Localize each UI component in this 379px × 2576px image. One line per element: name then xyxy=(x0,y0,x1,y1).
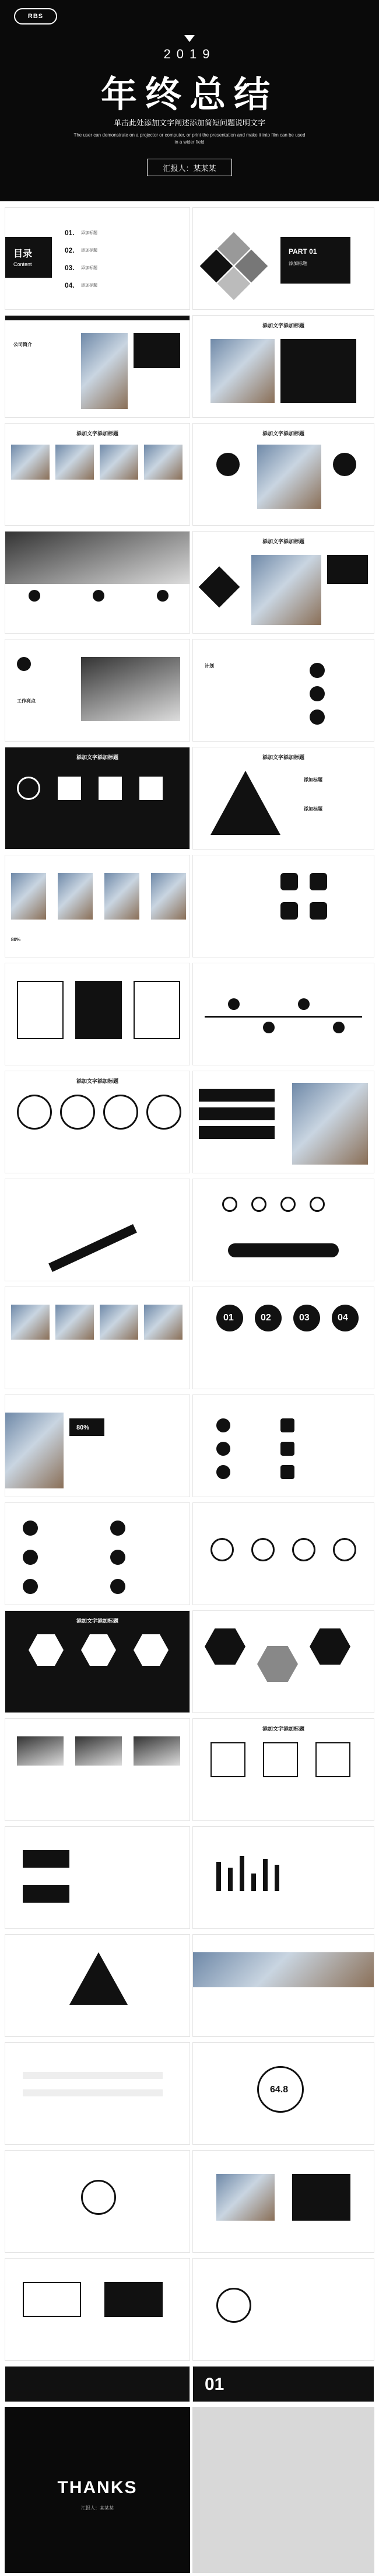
circle-icon xyxy=(110,1579,125,1594)
bar-shape xyxy=(240,1856,244,1891)
list-icon xyxy=(216,1418,230,1432)
dark-card xyxy=(280,339,356,403)
hexagon-shape xyxy=(310,1628,350,1665)
thanks-slide xyxy=(5,2407,190,2573)
ring-icon xyxy=(81,2180,116,2215)
slide-diamonds xyxy=(192,531,374,634)
triangle-marker-icon xyxy=(184,35,195,42)
slide-hands-photo xyxy=(5,531,190,634)
dark-card xyxy=(75,981,122,1039)
building-photo xyxy=(81,333,128,409)
pin-icon xyxy=(333,1022,345,1033)
slide-photo-row xyxy=(5,855,190,957)
grid-icon xyxy=(280,902,298,920)
slide-cards xyxy=(5,963,190,1065)
cover-description: The user can demonstrate on a projector or computer, or print the presentation and make it into film can be used in a wider field xyxy=(73,132,306,145)
slide-photo-grid xyxy=(5,1287,190,1389)
brand-logo: RBS xyxy=(14,8,57,25)
circle-icon xyxy=(110,1550,125,1565)
step-icon xyxy=(280,1197,296,1212)
slide-icon-grid xyxy=(192,855,374,957)
dark-card xyxy=(23,1885,69,1903)
diamond-shape xyxy=(199,567,240,608)
stat-percent: 80% xyxy=(76,1424,90,1431)
teamwork-photo xyxy=(5,532,190,584)
part-block xyxy=(280,237,350,284)
slide-title: 添加文字添加标题 xyxy=(76,1078,118,1084)
toc-block xyxy=(5,237,52,278)
slide-plan xyxy=(192,639,374,742)
company-title: 公司简介 xyxy=(13,342,32,347)
pin-icon xyxy=(263,1022,275,1033)
slide-header-bar xyxy=(5,316,190,320)
slide-icon-list xyxy=(192,1394,374,1497)
building-photo xyxy=(11,873,46,920)
slide-title: 添加文字添加标题 xyxy=(262,323,304,328)
toc-label-3: 添加标题 xyxy=(81,266,97,270)
building-photo xyxy=(55,1305,94,1340)
toc-sub: Content xyxy=(13,261,32,267)
circle-icon xyxy=(23,1521,38,1536)
pie-chart-icon xyxy=(216,453,240,476)
gauge-value: 64.8 xyxy=(270,2085,289,2095)
dot-icon xyxy=(157,590,169,602)
list-icon xyxy=(280,1442,294,1456)
toc-title: 目录 xyxy=(13,249,33,259)
user-icon xyxy=(310,709,325,725)
circle-icon xyxy=(23,1579,38,1594)
dark-card xyxy=(23,1850,69,1868)
building-photo xyxy=(104,873,139,920)
toc-num-1: 01. xyxy=(65,229,75,237)
slide-bar-graphic xyxy=(192,1826,374,1929)
dark-card xyxy=(134,333,180,368)
square-icon xyxy=(139,777,163,800)
square-icon xyxy=(99,777,122,800)
hexagon-photo xyxy=(257,1646,298,1682)
item-title: 添加标题 xyxy=(304,777,322,782)
ring-icon xyxy=(333,1538,356,1561)
dark-card xyxy=(327,555,368,584)
slide-part xyxy=(192,207,374,310)
progress-track xyxy=(23,2072,163,2079)
slide-hex-photos xyxy=(192,1610,374,1713)
slide-photo-pie xyxy=(192,423,374,526)
chat-icon xyxy=(17,657,31,671)
part-sub: 添加标题 xyxy=(289,261,307,266)
circle-icon xyxy=(17,777,40,800)
pin-icon xyxy=(298,998,310,1010)
outline-card xyxy=(23,2282,81,2317)
dot-icon xyxy=(29,590,40,602)
cover-slide xyxy=(0,0,379,201)
building-photo xyxy=(11,445,50,480)
bar-shape xyxy=(275,1865,279,1891)
building-photo xyxy=(55,445,94,480)
triangle-shape xyxy=(69,1952,128,2005)
building-photo xyxy=(210,339,275,403)
slide-title: 添加文字添加标题 xyxy=(262,431,304,436)
slide-ribbon-list xyxy=(192,1071,374,1173)
building-photo xyxy=(11,1305,50,1340)
slide-four-photos xyxy=(5,423,190,526)
ribbon-bar xyxy=(199,1107,275,1120)
grid-icon xyxy=(280,873,298,890)
slide-photo-stat xyxy=(5,1394,190,1497)
list-icon xyxy=(280,1465,294,1479)
slide-laptop xyxy=(5,639,190,742)
toc-label-1: 添加标题 xyxy=(81,231,97,235)
slide-company xyxy=(5,315,190,418)
slide-hexagons xyxy=(5,1610,190,1713)
thanks-sub: 汇报人：某某某 xyxy=(81,2505,114,2511)
badge-04: 04 xyxy=(338,1313,348,1323)
teamwork-photo xyxy=(193,1952,374,1987)
plan-title: 计划 xyxy=(205,663,214,669)
outline-card xyxy=(17,981,64,1039)
slide-devices xyxy=(5,1718,190,1821)
slide-circle-list xyxy=(192,2258,374,2361)
slide-title: 添加文字添加标题 xyxy=(262,1726,304,1732)
thanks-title: THANKS xyxy=(57,2478,138,2497)
badge-02: 02 xyxy=(261,1313,271,1323)
timeline-line xyxy=(205,1016,362,1018)
section-number: 01 xyxy=(205,2375,224,2394)
slide-title: 添加文字添加标题 xyxy=(262,754,304,760)
building-photo xyxy=(144,445,183,480)
square-icon xyxy=(58,777,81,800)
toc-label-2: 添加标题 xyxy=(81,249,97,253)
slide-ring-icons xyxy=(192,1502,374,1605)
slide-gauge xyxy=(192,2042,374,2145)
slide-title: 添加文字添加标题 xyxy=(262,539,304,544)
list-icon xyxy=(216,1465,230,1479)
cover-year: 2019 xyxy=(163,47,216,61)
slide-bar-rows xyxy=(5,2042,190,2145)
bar-shape xyxy=(216,1862,221,1891)
outline-card xyxy=(263,1742,298,1777)
slide-triangle-logo xyxy=(5,1934,190,2037)
circle-icon xyxy=(110,1521,125,1536)
hexagon-shape xyxy=(81,1634,116,1666)
slide-title: 添加文字添加标题 xyxy=(76,754,118,760)
hexagon-shape xyxy=(29,1634,64,1666)
building-photo xyxy=(216,2174,275,2221)
building-photo xyxy=(144,1305,183,1340)
part-label: PART 01 xyxy=(289,247,317,256)
building-photo xyxy=(5,1413,64,1488)
triangle-shape xyxy=(210,771,280,835)
slide-text-blocks xyxy=(5,1826,190,1929)
stat-percent: 80% xyxy=(11,937,21,942)
slide-circle-photos xyxy=(5,1071,190,1173)
slide-circle-icons xyxy=(5,1502,190,1605)
item-title: 添加标题 xyxy=(304,806,322,812)
bar-shape xyxy=(228,1868,233,1891)
dot-icon xyxy=(93,590,104,602)
cover-reporter: 汇报人：某某某 xyxy=(147,159,232,176)
ring-icon xyxy=(210,1538,234,1561)
building-photo xyxy=(292,1083,368,1165)
grid-icon xyxy=(310,902,327,920)
slide-triangle xyxy=(192,747,374,850)
toc-num-2: 02. xyxy=(65,246,75,254)
pin-icon xyxy=(228,998,240,1010)
cover-title: 年终总结 xyxy=(100,75,278,115)
slide-speech-cards xyxy=(5,2258,190,2361)
round-photo xyxy=(17,1095,52,1130)
work-title: 工作亮点 xyxy=(17,698,36,704)
process-bar xyxy=(228,1243,339,1257)
slide-photo-list xyxy=(192,2150,374,2253)
laptop-photo xyxy=(81,657,180,721)
dark-card xyxy=(292,2174,350,2221)
cover-subtitle: 单击此处添加文字阐述添加简短问题说明文字 xyxy=(113,118,265,127)
ring-icon xyxy=(292,1538,315,1561)
toc-label-4: 添加标题 xyxy=(81,284,97,288)
outline-card xyxy=(210,1742,245,1777)
slide-photo-cards xyxy=(192,315,374,418)
step-icon xyxy=(251,1197,266,1212)
settings-icon xyxy=(310,663,325,678)
ring-icon xyxy=(216,2288,251,2323)
slide-photo-bottom xyxy=(5,2366,190,2402)
ribbon-bar xyxy=(199,1089,275,1102)
slide-circle-lines xyxy=(5,2150,190,2253)
slide-numbered-circles xyxy=(192,1287,374,1389)
building-photo xyxy=(257,445,321,509)
location-pin-icon xyxy=(333,453,356,476)
slide-dark-icons xyxy=(5,747,190,850)
ring-icon xyxy=(251,1538,275,1561)
step-icon xyxy=(310,1197,325,1212)
slide-title: 添加文字添加标题 xyxy=(76,431,118,436)
building-photo xyxy=(151,873,186,920)
bar-shape xyxy=(251,1874,256,1891)
growth-arrow-icon xyxy=(48,1224,137,1272)
building-photo xyxy=(251,555,321,625)
building-photo xyxy=(100,1305,138,1340)
round-photo xyxy=(103,1095,138,1130)
circle-icon xyxy=(23,1550,38,1565)
badge-03: 03 xyxy=(299,1313,310,1323)
slide-hands-banner xyxy=(192,1934,374,2037)
round-photo xyxy=(60,1095,95,1130)
bar-shape xyxy=(263,1859,268,1891)
step-icon xyxy=(222,1197,237,1212)
slide-number-dark xyxy=(192,2366,374,2402)
empty-slide xyxy=(192,2407,374,2573)
slide-toc xyxy=(5,207,190,310)
list-icon xyxy=(280,1418,294,1432)
laptop-mockup xyxy=(17,1736,64,1766)
building-photo xyxy=(58,873,93,920)
building-photo xyxy=(100,445,138,480)
progress-track xyxy=(23,2089,163,2096)
outline-card xyxy=(134,981,180,1039)
grid-icon xyxy=(310,873,327,890)
laptop-mockup xyxy=(134,1736,180,1766)
hexagon-shape xyxy=(205,1628,245,1665)
slide-title: 添加文字添加标题 xyxy=(76,1618,118,1624)
slide-timeline-pins xyxy=(192,963,374,1065)
toc-num-4: 04. xyxy=(65,281,75,289)
slide-arrow-growth xyxy=(5,1179,190,1281)
dark-card xyxy=(104,2282,163,2317)
laptop-mockup xyxy=(75,1736,122,1766)
slide-process xyxy=(192,1179,374,1281)
outline-card xyxy=(315,1742,350,1777)
badge-01: 01 xyxy=(223,1313,234,1323)
toc-num-3: 03. xyxy=(65,264,75,272)
list-icon xyxy=(216,1442,230,1456)
slide-corner-shapes xyxy=(192,1718,374,1821)
hexagon-shape xyxy=(134,1634,169,1666)
round-photo xyxy=(146,1095,181,1130)
ribbon-bar xyxy=(199,1126,275,1139)
cloud-icon xyxy=(310,686,325,701)
